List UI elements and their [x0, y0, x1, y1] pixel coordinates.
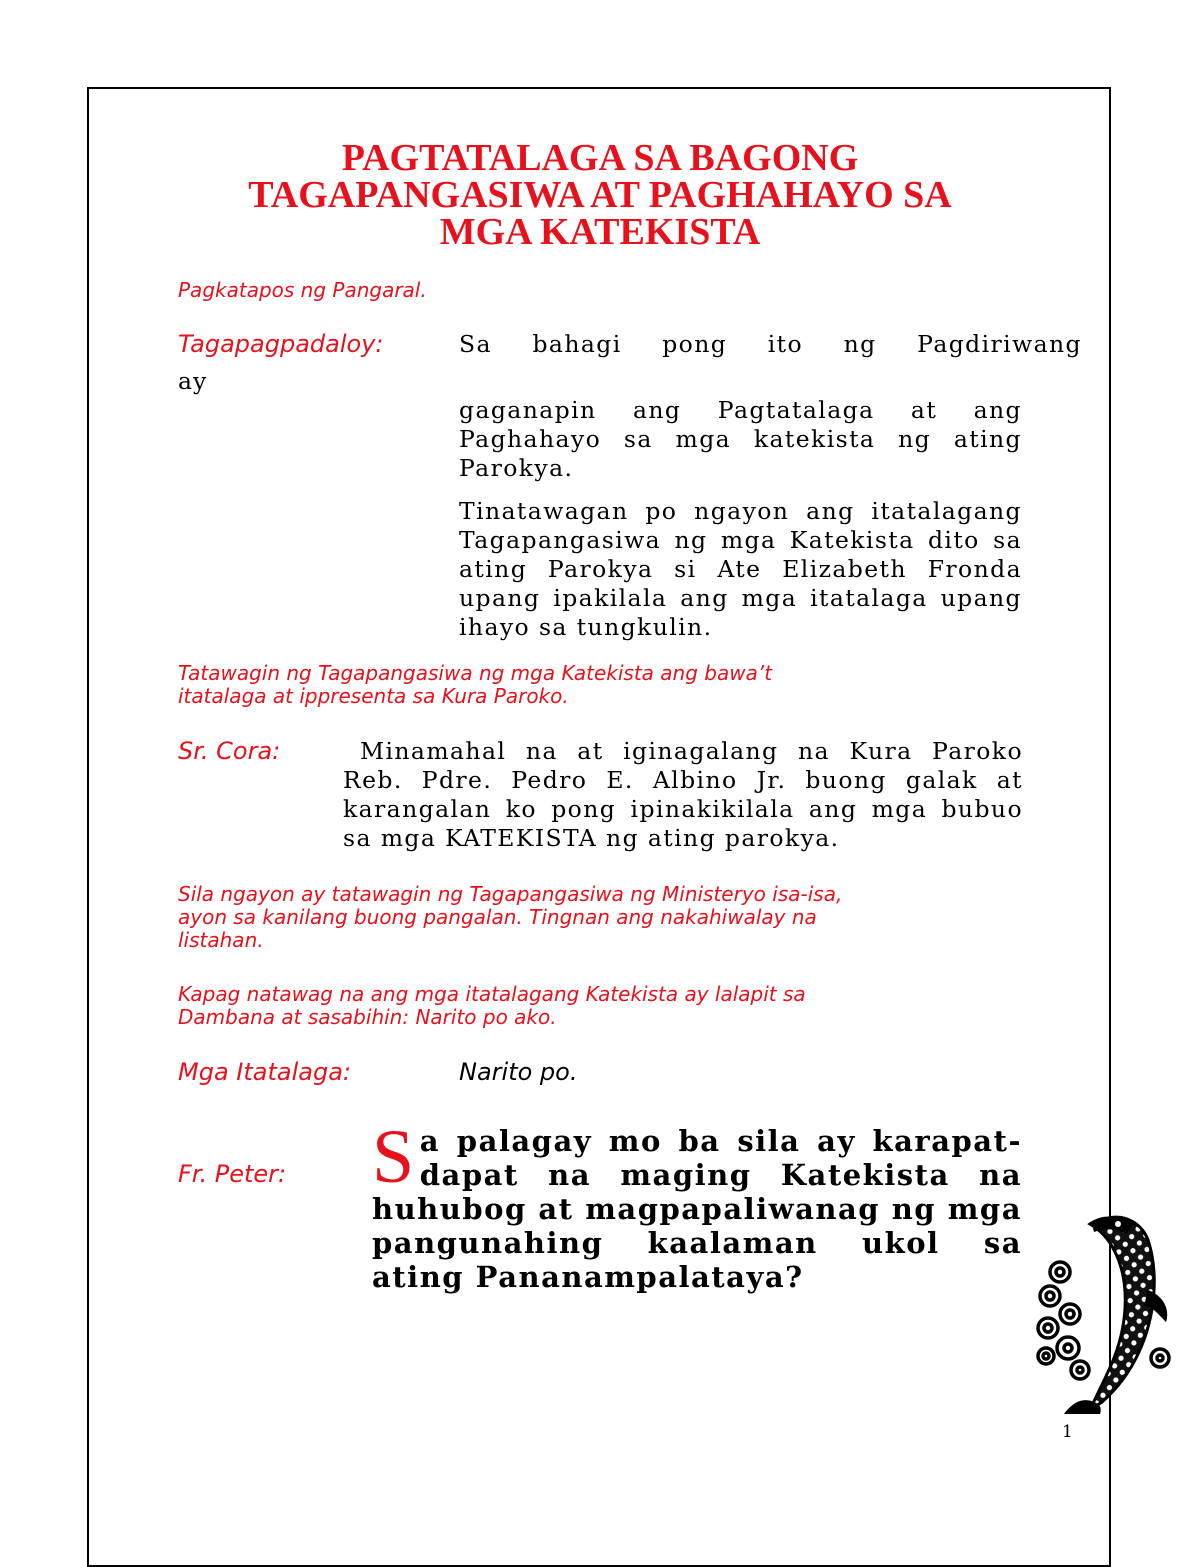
speaker-label-fr-peter: Fr. Peter: [178, 1160, 287, 1188]
rubric-after-homily: Pagkatapos ng Pangaral. [178, 278, 427, 302]
speaker-label-sr-cora: Sr. Cora: [178, 737, 281, 765]
speaker-label-mga-itatalaga: Mga Itatalaga: [178, 1058, 351, 1086]
rubric-line: listahan. [178, 928, 264, 952]
rubric-line: Kapag natawag na ang mga itatalagang Katekista ay lalapit sa [178, 982, 806, 1006]
presentation-paragraph: Minamahal na at iginagalang na Kura Paroko Reb. Pdre. Pedro E. Albino Jr. buong galak at karangalan ko pong ipinakikilala ang mga bubuo sa mga KATEKISTA ng ating parokya. [343, 737, 1023, 852]
fish-emblem-icon [1030, 1210, 1180, 1415]
response-narito-po: Narito po. [459, 1058, 578, 1086]
rubric-line: itatalaga at ippresenta sa Kura Paroko. [178, 684, 569, 708]
rubric-line: Dambana at sasabihin: Narito po ako. [178, 1005, 557, 1029]
rubric-line: ayon sa kanilang buong pangalan. Tingnan ang nakahiwalay na [178, 905, 817, 929]
question-text: a palagay mo ba sila ay karapat-dapat na maging Katekista na huhubog at magpapaliwanag ng mga pangunahing kaalaman ukol sa ating Pananampalataya? [372, 1124, 1022, 1294]
rubric-call-catechists [178, 662, 772, 708]
title-line: MGA KATEKISTA [439, 211, 761, 253]
paragraph-tinatawagan: Tinatawagan po ngayon ang itatalagang Tagapangasiwa ng mga Katekista dito sa ating Parokya si Ate Elizabeth Fronda upang ipakilala ang mga itatalaga upang ihayo sa tungkulin. [459, 497, 1022, 641]
page-number: 1 [1062, 1422, 1073, 1442]
drop-cap: S [372, 1115, 416, 1199]
rubric-names [178, 883, 842, 952]
rubric-approach [178, 983, 806, 1029]
question-paragraph [372, 1115, 1022, 1294]
first-line-text: Sa bahagi pong ito ng Pagdiriwang [459, 330, 1082, 358]
title-line: PAGTATALAGA SA BAGONG [341, 137, 859, 179]
speaker-label-tagapagpadaloy: Tagapagpadaloy: [178, 330, 384, 358]
title-line: TAGAPANGASIWA AT PAGHAHAYO SA [248, 174, 952, 216]
paragraph-gaganapin: gaganapin ang Pagtatalaga at ang Paghahayo sa mga katekista ng ating Parokya. [459, 396, 1022, 482]
rubric-line: Sila ngayon ay tatawagin ng Tagapangasiwa ng Ministeryo isa-isa, [178, 882, 843, 906]
wrap-word: ay [178, 367, 208, 395]
page-title [150, 137, 1050, 253]
rubric-line: Tatawagin ng Tagapangasiwa ng mga Katekista ang bawa’t [178, 661, 773, 685]
